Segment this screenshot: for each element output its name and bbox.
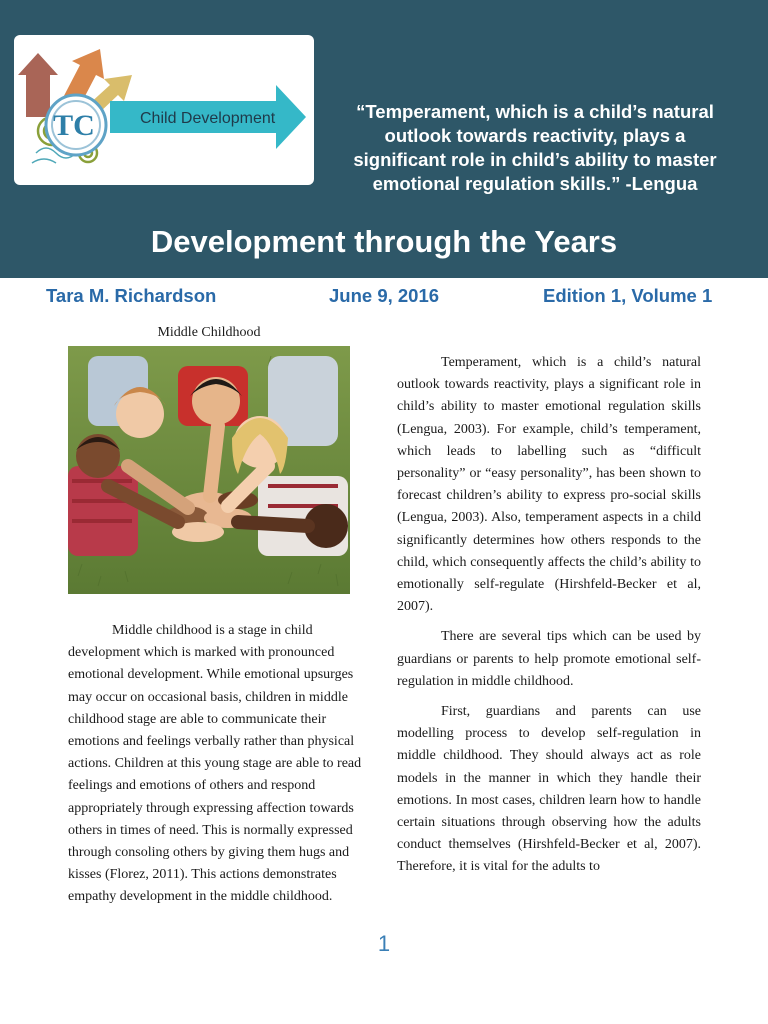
quote-line: emotional regulation skills.” -Lengua (372, 173, 698, 194)
publish-date: June 9, 2016 (329, 285, 440, 306)
body-paragraph: First, guardians and parents can use modelling process to develop self-regulation in middle childhood. They should always act as role models in the manner in which they handle their emotions. In most cases, children learn how to handle certain situations through observing how the adults conduct themselves (Hirshfeld-Becker et al, 2007). Therefore, it is vital for the adults to (397, 704, 701, 875)
header-quote (330, 100, 740, 196)
page-number: 1 (377, 931, 391, 956)
quote-line: significant role in child’s ability to master (353, 149, 717, 170)
photo-caption: Middle Childhood (157, 325, 261, 340)
left-column (68, 620, 370, 909)
header-banner (0, 0, 768, 278)
body-paragraph: There are several tips which can be used by guardians or parents to help promote emotional self-regulation in middle childhood. (397, 629, 701, 689)
children-photo (68, 346, 350, 594)
logo-initials: TC (53, 109, 95, 142)
body-paragraph: Temperament, which is a child’s natural outlook towards reactivity, plays a significant role in child’s ability to master emotional regulation skills (Lengua, 2003). For example, child’s temperament, which leads to labelling such as “difficult personality” or “easy personality”, has been shown to forecast children’s ability to express pro-social skills (Lengua, 2003). Also, temperament aspects in a child significantly determines how others responds to the child, which consequently affects the child’s ability to emotionally self-regulate (Hirshfeld-Becker et al, 2007). (397, 355, 701, 615)
body-paragraph: Middle childhood is a stage in child development which is marked with pronounced emotional development. While emotional upsurges may occur on occasional basis, children in middle childhood stage are able to communicate their emotions and feelings verbally rather than physical actions. Children at this young stage are able to read feelings and emotions of others and respond appropriately through expressing affection towards others in times of need. This is normally expressed through consoling others by giving them hugs and kisses (Florez, 2011). This actions demonstrates empathy development in the middle childhood. (68, 623, 362, 905)
quote-line: “Temperament, which is a child’s natural (356, 101, 714, 122)
author-name: Tara M. Richardson (46, 285, 217, 306)
quote-line: outlook towards reactivity, plays a (384, 125, 686, 146)
logo (14, 35, 314, 185)
logo-text: Child Development (140, 110, 276, 127)
right-column (397, 352, 701, 887)
edition-label: Edition 1, Volume 1 (543, 285, 713, 306)
page-title: Development through the Years (150, 224, 618, 259)
